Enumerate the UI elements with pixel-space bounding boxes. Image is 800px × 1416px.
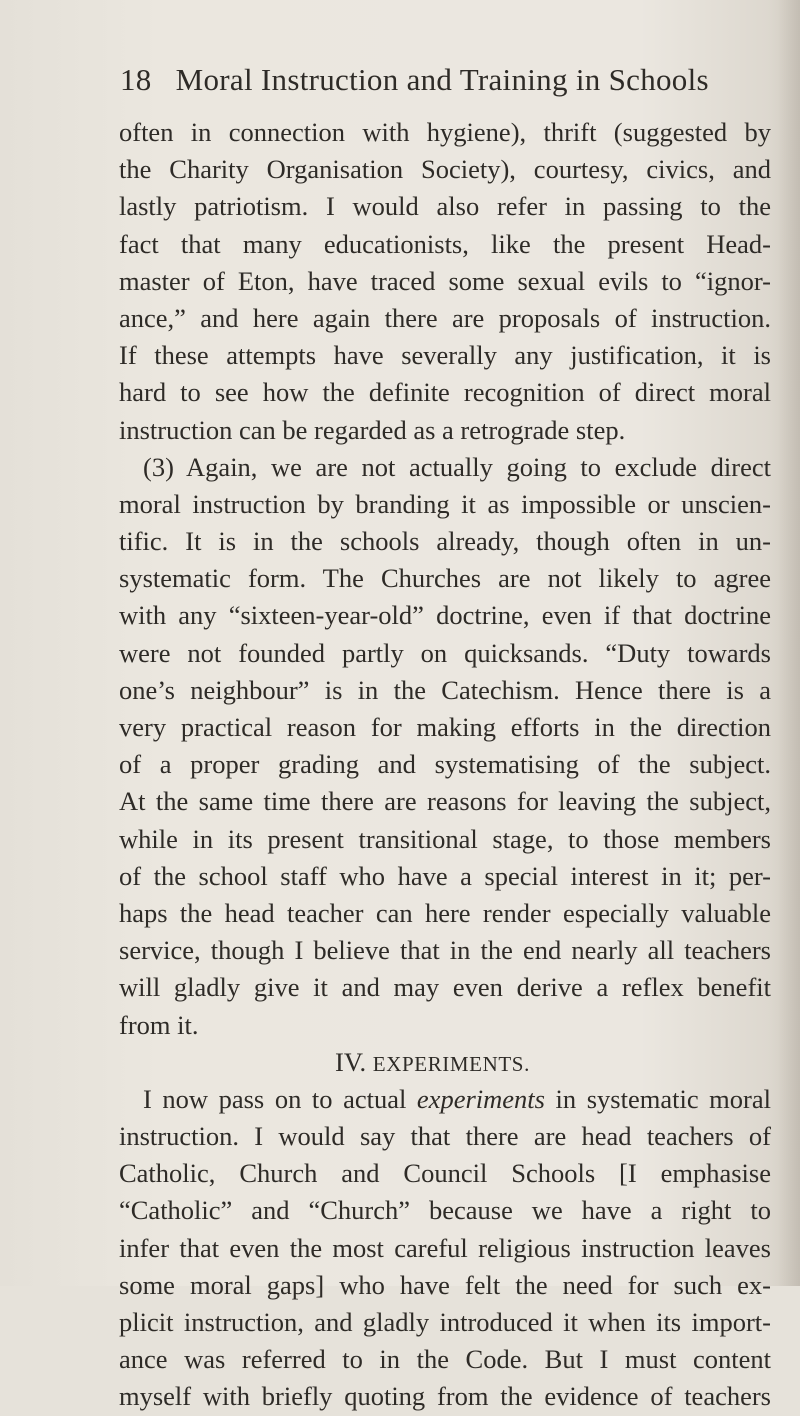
- text-line: myself with briefly quoting from the evidence of teachers: [119, 1381, 771, 1412]
- text-line: will gladly give it and may even derive a reflex benefit: [119, 972, 771, 1003]
- text-line: “Catholic” and “Church” because we have a right to: [119, 1195, 771, 1226]
- section-numeral: IV.: [335, 1046, 367, 1077]
- text-line: infer that even the most careful religious instruction leaves: [119, 1232, 771, 1263]
- section-title: EXPERIMENTS.: [372, 1051, 530, 1076]
- paragraph-start-line: [119, 1081, 771, 1118]
- text-line: At the same time there are reasons for leaving the subject,: [119, 786, 771, 817]
- text-line: often in connection with hygiene), thrift (suggested by: [119, 117, 771, 147]
- text-run: I now pass on to actual: [143, 1083, 417, 1114]
- text-run: in systematic moral: [544, 1083, 771, 1114]
- running-head: [120, 62, 740, 98]
- text-line: very practical reason for making efforts in the direction: [119, 712, 771, 742]
- text-line: one’s neighbour” is in the Catechism. Hence there is a: [119, 674, 771, 705]
- text-line: while in its present transitional stage, to those members: [119, 823, 771, 854]
- page-edge-shadow: [778, 0, 800, 1286]
- text-line: service, though I believe that in the end nearly all teachers: [119, 935, 771, 966]
- text-line: If these attempts have severally any justification, it is: [119, 340, 771, 371]
- text-line: instruction can be regarded as a retrograde step.: [119, 414, 626, 445]
- text-line: hard to see how the definite recognition of direct moral: [119, 377, 771, 408]
- running-head-title: Moral Instruction and Training in Schools: [175, 62, 709, 97]
- page-number: 18: [120, 62, 152, 97]
- text-line: of a proper grading and systematising of the subject.: [119, 749, 771, 780]
- text-line: systematic form. The Churches are not likely to agree: [119, 563, 771, 594]
- text-line: fact that many educationists, like the present Head-: [119, 228, 771, 259]
- text-line: master of Eton, have traced some sexual evils to “ignor-: [119, 265, 771, 296]
- text-line: haps the head teacher can here render especially valuable: [119, 897, 771, 928]
- body-text: [119, 114, 771, 1416]
- text-line: ance was referred to in the Code. But I must content: [119, 1344, 771, 1375]
- text-line: of the school staff who have a special interest in it; per-: [119, 860, 771, 891]
- section-heading: [119, 1044, 771, 1081]
- text-line: lastly patriotism. I would also refer in passing to the: [119, 191, 771, 222]
- paragraph-start-line: (3) Again, we are not actually going to exclude direct: [143, 451, 771, 482]
- text-line: from it.: [119, 1009, 199, 1040]
- text-line: were not founded partly on quicksands. “Duty towards: [119, 637, 771, 668]
- text-line: with any “sixteen-year-old” doctrine, even if that doctrine: [119, 600, 771, 631]
- text-line: tific. It is in the schools already, though often in un-: [119, 526, 771, 557]
- text-line: plicit instruction, and gladly introduced it when its import-: [119, 1307, 771, 1337]
- text-line: Catholic, Church and Council Schools [I emphasise: [119, 1158, 771, 1189]
- italic-text-run: experiments: [416, 1083, 545, 1114]
- text-line: ance,” and here again there are proposals of instruction.: [119, 302, 771, 333]
- text-line: some moral gaps] who have felt the need for such ex-: [119, 1269, 771, 1300]
- text-line: moral instruction by branding it as impossible or unscien-: [119, 488, 771, 519]
- text-line: instruction. I would say that there are head teachers of: [119, 1121, 771, 1152]
- text-line: the Charity Organisation Society), courtesy, civics, and: [119, 154, 771, 185]
